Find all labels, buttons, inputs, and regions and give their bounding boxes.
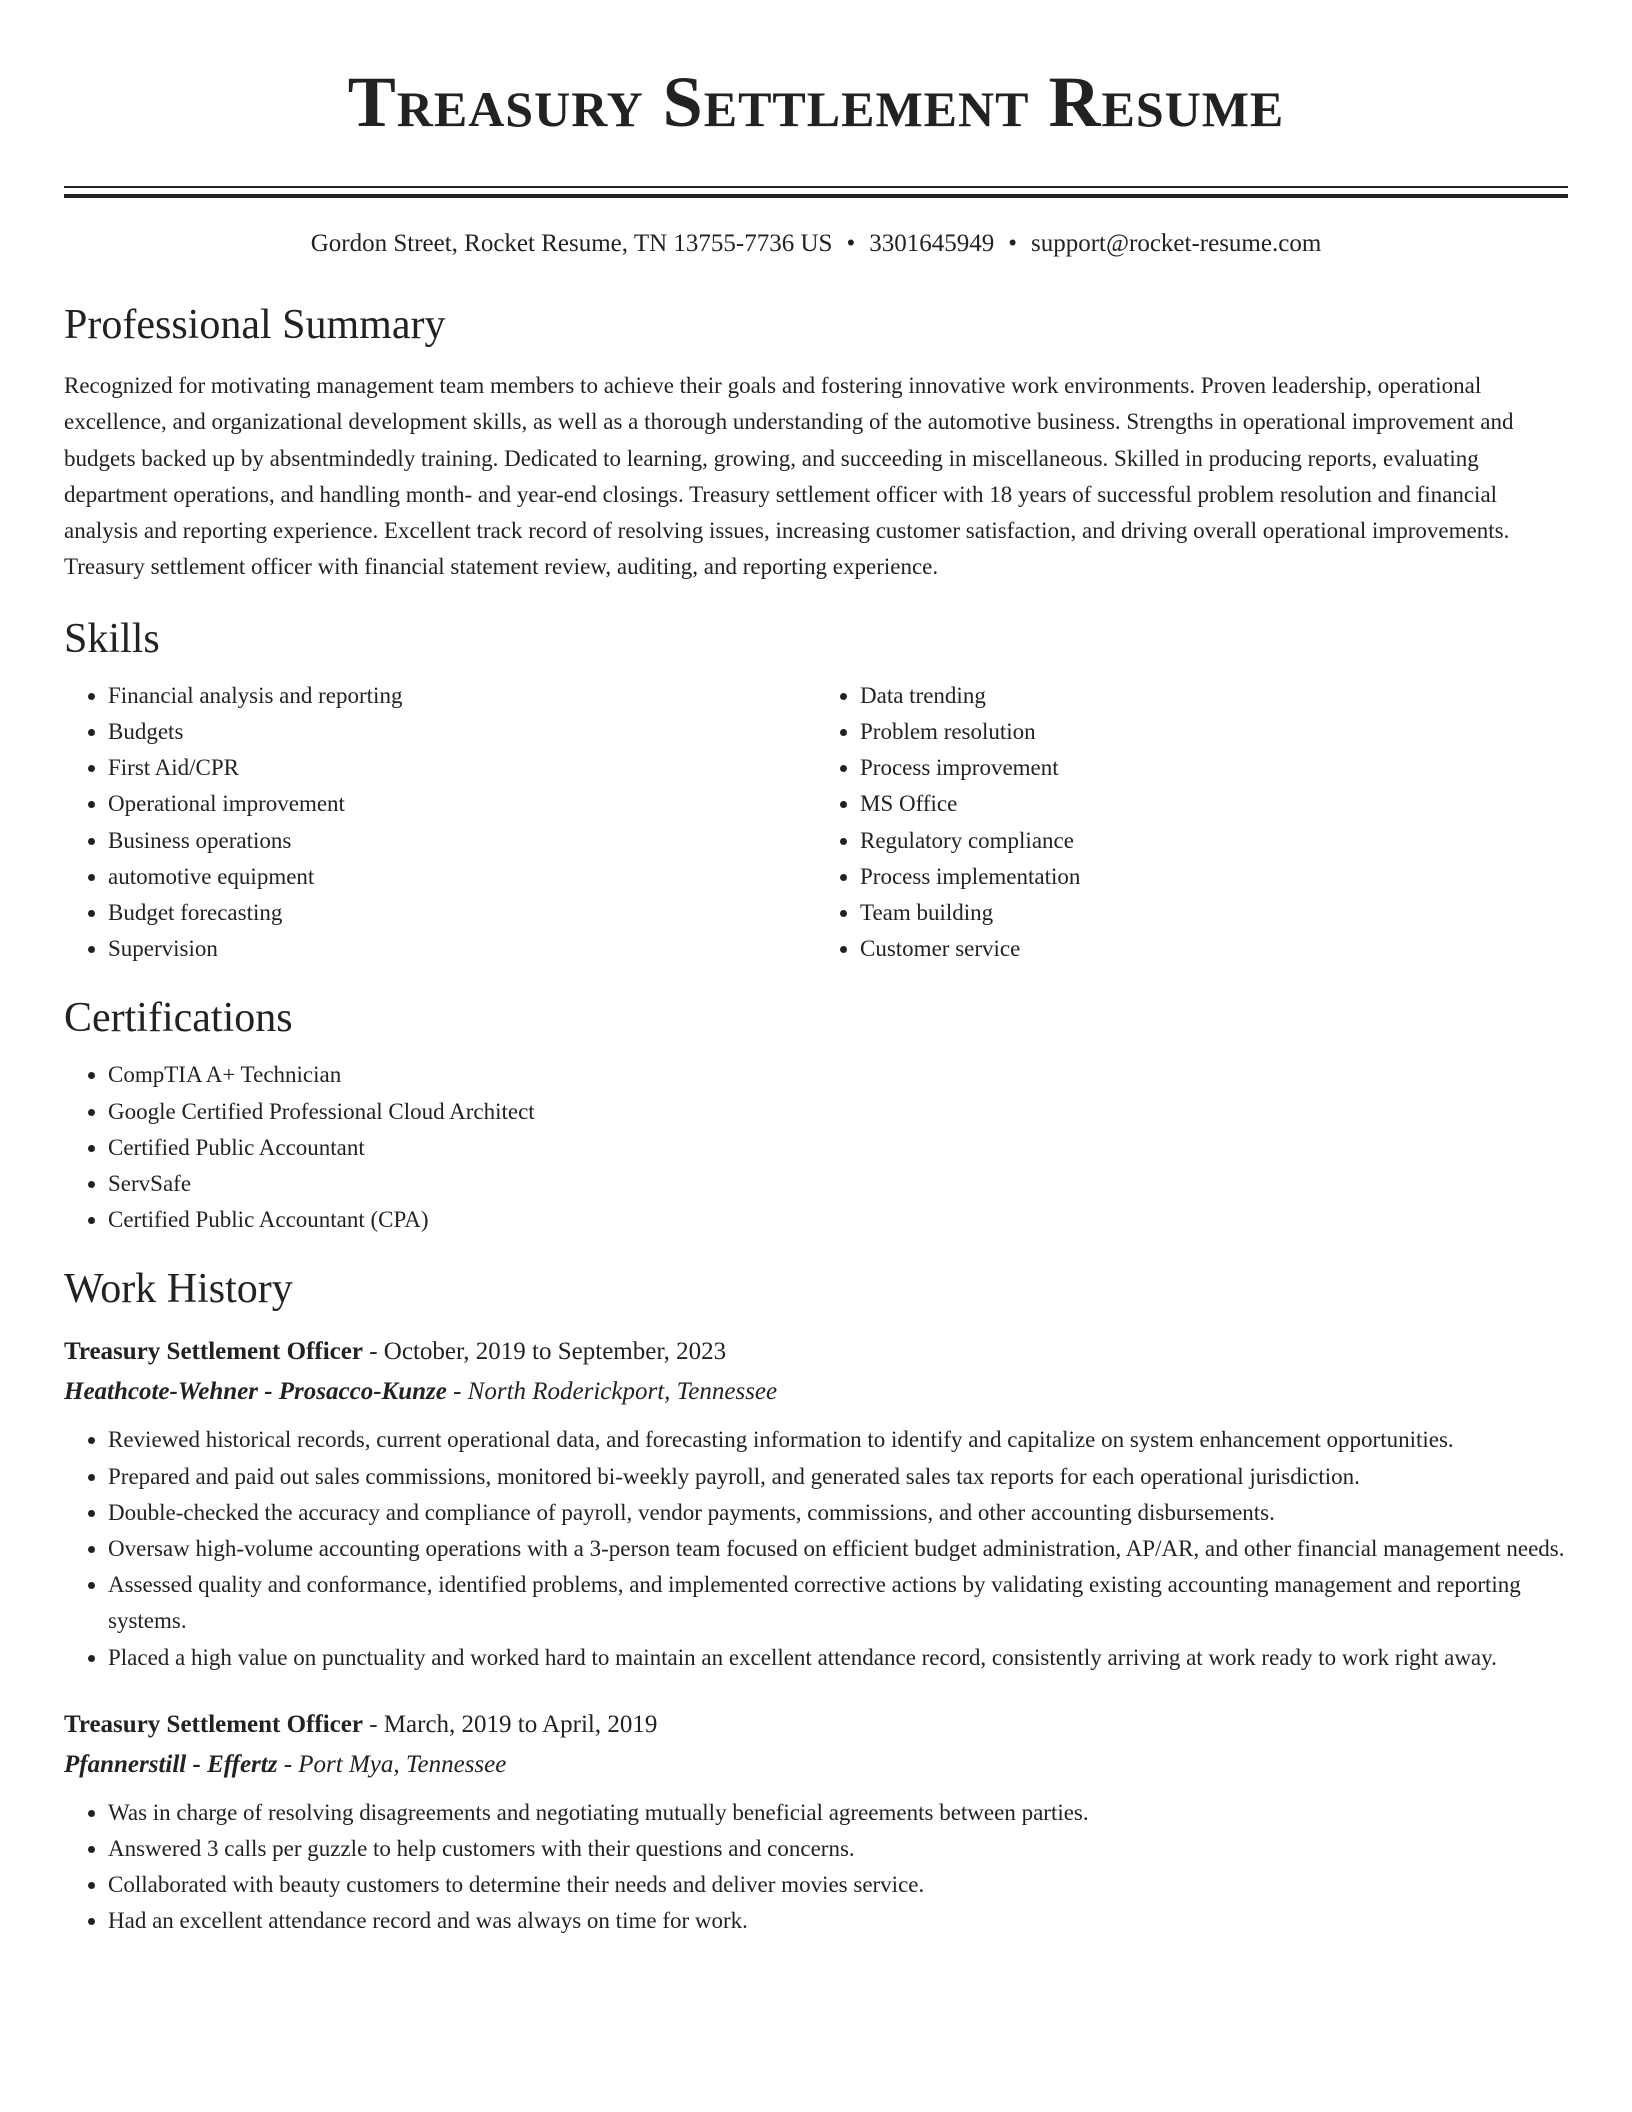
skill-item: • Business operations [108,823,816,859]
certification-item: • Google Certified Professional Cloud Architect [108,1094,1568,1130]
contact-separator: • [1008,230,1017,257]
job-bullet: • Collaborated with beauty customers to determine their needs and deliver movies service. [108,1867,1568,1903]
job-dates: - October, 2019 to September, 2023 [362,1338,727,1366]
certification-item: • CompTIA A+ Technician [108,1057,1568,1093]
skill-item: • Team building [860,895,1568,931]
summary-heading: Professional Summary [64,302,446,348]
skill-item: • Regulatory compliance [860,823,1568,859]
skill-item: • automotive equipment [108,859,816,895]
job-bullet: • Assessed quality and conformance, identified problems, and implemented corrective actions by validating existing accounting management and reporting systems. [108,1567,1568,1639]
title-divider-thick [64,194,1568,198]
job-bullets [64,1795,1568,1940]
job-bullet: • Was in charge of resolving disagreements and negotiating mutually beneficial agreements between parties. [108,1795,1568,1831]
job-bullet: • Answered 3 calls per guzzle to help customers with their questions and concerns. [108,1831,1568,1867]
job-bullets [64,1422,1568,1675]
contact-email: support@rocket-resume.com [1030,230,1322,257]
skills-list-left [64,678,816,968]
skill-item: • MS Office [860,786,1568,822]
certification-item: • Certified Public Accountant [108,1130,1568,1166]
skill-item: • Financial analysis and reporting [108,678,816,714]
resume-title: Treasury Settlement Resume [347,62,1285,142]
job-title: Treasury Settlement Officer [64,1710,363,1738]
work-history-heading: Work History [64,1266,293,1313]
skill-item: • Process implementation [860,859,1568,895]
job-bullet: • Double-checked the accuracy and compliance of payroll, vendor payments, commissions, and other accounting disbursements. [108,1495,1568,1531]
job-bullet: • Oversaw high-volume accounting operations with a 3-person team focused on efficient budget administration, AP/AR, and other financial management needs. [108,1531,1568,1567]
skill-item: • Operational improvement [108,786,816,822]
skills-list-right [816,678,1568,968]
job-bullet: • Reviewed historical records, current operational data, and forecasting information to identify and capitalize on system enhancement opportunities. [108,1422,1568,1458]
skill-item: • Data trending [860,678,1568,714]
job-title-line [64,1705,1568,1745]
contact-separator: • [846,230,856,257]
skill-item: • Customer service [860,931,1568,967]
certification-item: • Certified Public Accountant (CPA) [108,1202,1568,1238]
job-bullet: • Placed a high value on punctuality and worked hard to maintain an excellent attendance record, consistently arriving at work ready to work right away. [108,1640,1568,1676]
skills-grid [64,678,1568,968]
job-company-line [64,1372,1568,1412]
job-location: - North Roderickport, Tennessee [446,1378,778,1406]
certifications-heading: Certifications [64,995,293,1042]
job-company: Pfannerstill - Effertz [64,1750,278,1778]
job-entry [64,1332,1568,1675]
skill-item: • Budget forecasting [108,895,816,931]
skill-item: • First Aid/CPR [108,750,816,786]
contact-line [64,228,1568,260]
job-bullet: • Had an excellent attendance record and was always on time for work. [108,1903,1568,1939]
skill-item: • Budgets [108,714,816,750]
job-dates: - March, 2019 to April, 2019 [362,1710,658,1738]
certifications-list [64,1057,1568,1238]
job-title-line [64,1332,1568,1372]
certification-item: • ServSafe [108,1166,1568,1202]
job-company: Heathcote-Wehner - Prosacco-Kunze [64,1378,447,1406]
job-company-line [64,1745,1568,1785]
job-title: Treasury Settlement Officer [64,1338,363,1366]
job-entry [64,1705,1568,1940]
skill-item: • Problem resolution [860,714,1568,750]
contact-phone: 3301645949 [869,230,995,257]
job-bullet: • Prepared and paid out sales commissions, monitored bi-weekly payroll, and generated sales tax reports for each operational jurisdiction. [108,1459,1568,1495]
skill-item: • Supervision [108,931,816,967]
job-location: - Port Mya, Tennessee [277,1750,507,1778]
contact-address: Gordon Street, Rocket Resume, TN 13755-7736 US [310,230,833,257]
summary-text: Recognized for motivating management team members to achieve their goals and fostering innovative work environments. Proven leadership, operational excellence, and organizational development skills, as well as a thorough understanding of the automotive business. Strengths in operational improvement and budgets backed up by absentmindedly training. Dedicated to learning, growing, and succeeding in miscellaneous. Skilled in producing reports, evaluating department operations, and handling month- and year-end closings. Treasury settlement officer with 18 years of successful problem resolution and financial analysis and reporting experience. Excellent track record of resolving issues, increasing customer satisfaction, and driving overall operational improvements. Treasury settlement officer with financial statement review, auditing, and reporting experience. [64,373,1514,580]
skill-item: • Process improvement [860,750,1568,786]
skills-heading: Skills [64,615,160,662]
title-divider-thin [64,186,1568,188]
